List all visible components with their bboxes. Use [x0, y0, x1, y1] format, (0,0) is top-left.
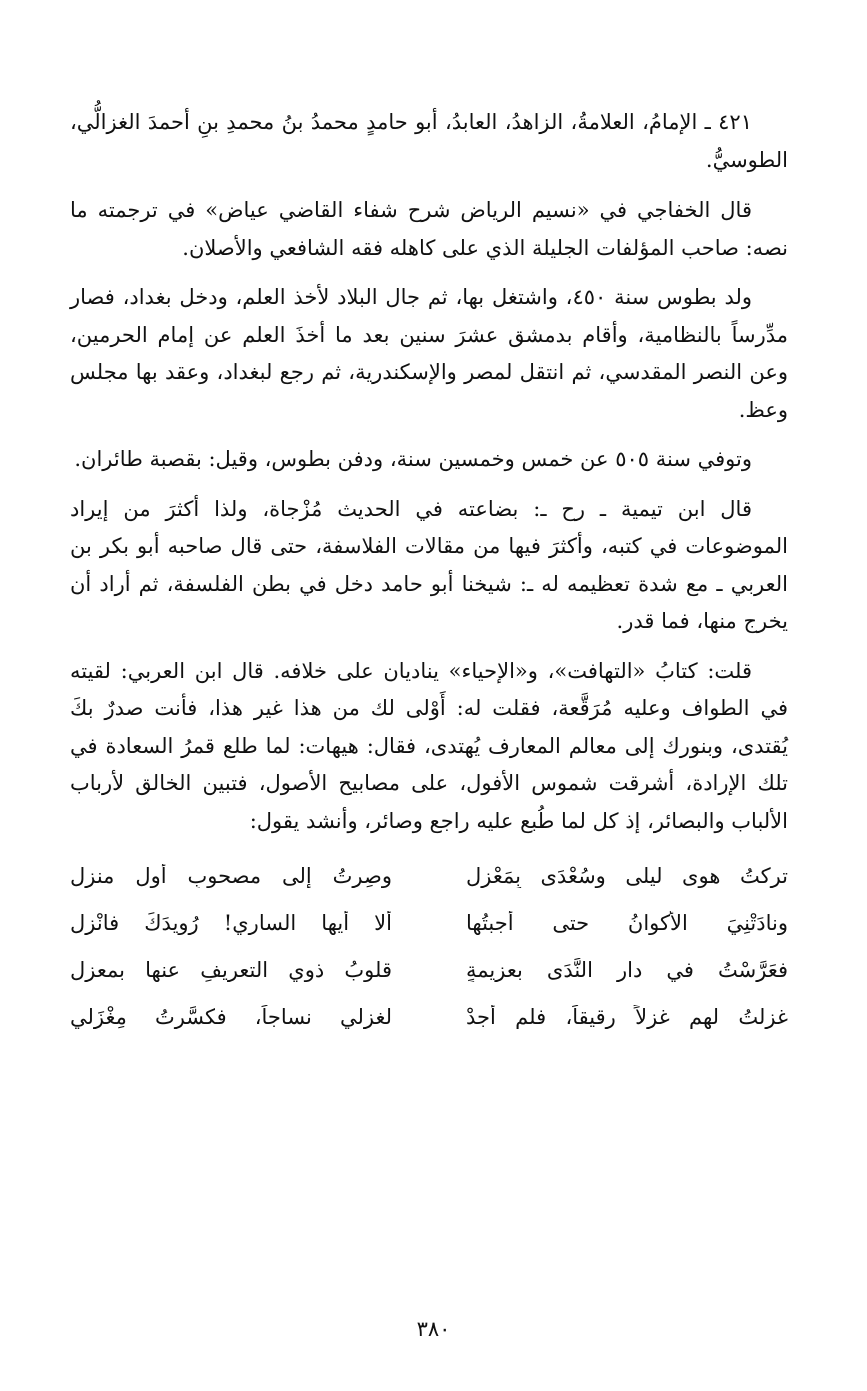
poem-second-hemistich: قلوبُ ذوي التعريفِ عنها بمعزلِ	[70, 957, 392, 982]
poem-second-hemistich: ألا أيها الساري! رُويدَكَ فانْزِلِ	[70, 910, 392, 935]
poem-verse	[70, 946, 788, 993]
poem-first-hemistich: فعَرَّسْتُ في دار النَّدَى بعزيمةٍ	[466, 957, 788, 982]
biography-heading-paragraph: ٤٢١ ـ الإمامُ، العلامةُ، الزاهدُ، العابدُ، أبو حامدٍ محمدُ بنُ محمدِ بنِ أحمدَ الغزالُّي، الطوسيُّ.	[70, 110, 788, 172]
ibn-taymiyya-quote-paragraph: قال ابن تيمية ـ رح ـ: بضاعته في الحديث مُزْجاة، ولذا أكثرَ من إيراد الموضوعات في كتبه، وأكثرَ فيها من مقالات الفلاسفة، حتى قال صاحبه أبو بكر بن العربي ـ مع شدة تعظيمه له ـ: شيخنا أبو حامد دخل في بطن الفلسفة، ثم أراد أن يخرج منها، فما قدر.	[70, 496, 788, 633]
poem-second-hemistich: وصِرتُ إلى مصحوبِ أولِ منزلِ	[70, 863, 392, 888]
khafaji-quote-paragraph: قال الخفاجي في «نسيم الرياض شرح شفاء القاضي عياض» في ترجمته ما نصه: صاحب المؤلفات الجليلة الذي على كاهله فقه الشافعي والأصلان.	[70, 198, 788, 260]
birth-and-travels-paragraph: ولد بطوس سنة ٤٥٠، واشتغل بها، ثم جال البلاد لأخذ العلم، ودخل بغداد، فصار مدِّرساً بالنظامية، وأقام بدمشق عشرَ سنين بعد ما أخذَ العلم عن إمام الحرمين، وعن النصر المقدسي، ثم انتقل لمصر والإسكندرية، ثم رجع لبغداد، وعقد بها مجلس وعظ.	[70, 285, 788, 422]
poem-first-hemistich: غزلتُ لهم غزلاً رقيقاً، فلم أجدْ	[466, 1004, 788, 1029]
author-comment-paragraph: قلت: كتابُ «التهافت»، و«الإحياء» يناديان على خلافه. قال ابن العربي: لقيته في الطواف وعليه مُرَقَّعة، فقلت له: أَوْلى لك من هذا غير هذا، فأنت صدرٌ بكَ يُقتدى، وبنورك إلى معالم المعارف يُهتدى، فقال: هيهات: لما طلع قمرُ السعادة في تلك الإرادة، أشرقت شموس الأفول، على مصابيح الأصول، فتبين الخالق لأرباب الألباب والبصائر، إذ كل لما طُبع عليه راجع وصائر، وأنشد يقول:	[70, 658, 788, 833]
death-paragraph: وتوفي سنة ٥٠٥ عن خمس وخمسين سنة، ودفن بطوس، وقيل: بقصبة طائران.	[74, 447, 752, 471]
poem-second-hemistich: لغزلي نساجاً، فكسَّرتُ مِغْزَلي	[70, 1004, 392, 1029]
poem-verse	[70, 993, 788, 1040]
poem-verse	[70, 899, 788, 946]
page-number: ٣٨٠	[416, 1317, 451, 1341]
page-body	[70, 104, 788, 1040]
poem-first-hemistich: ونادَتْنِيَ الأكوانُ حتى أجبتُها	[466, 910, 788, 935]
poem-first-hemistich: تركتُ هوى ليلى وسُعْدَى بِمَعْزِلِ	[466, 863, 788, 888]
poem	[70, 852, 788, 1040]
poem-verse	[70, 852, 788, 899]
